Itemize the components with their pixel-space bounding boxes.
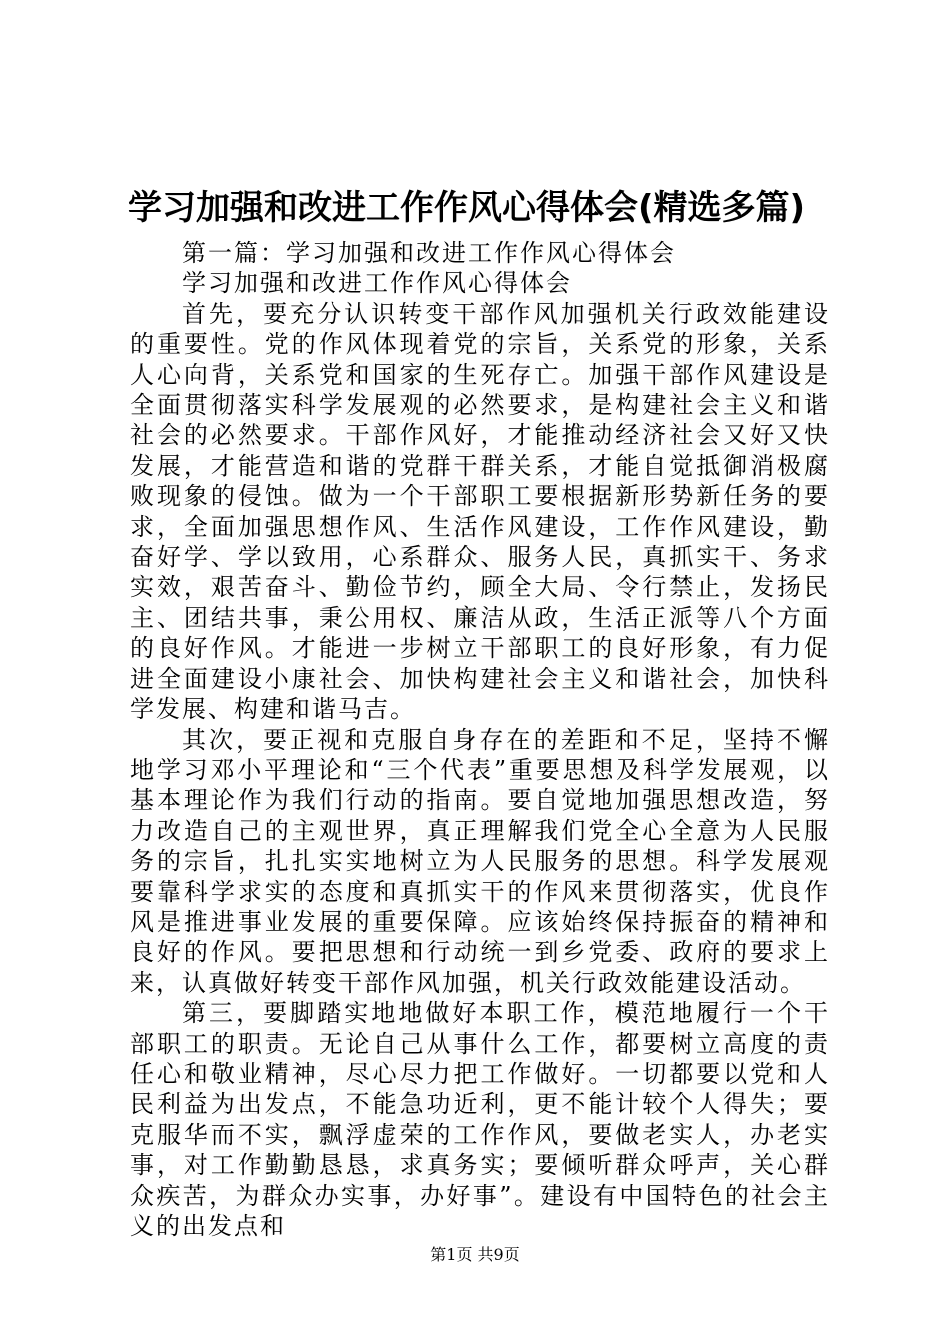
paragraph-second: 其次，要正视和克服自身存在的差距和不足，坚持不懈地学习邓小平理论和“三个代表”重要思想及科学发展观，以基本理论作为我们行动的指南。要自觉地加强思想改造，努力改造自己的主观世界，真正理解我们党全心全意为人民服务的宗旨，扎扎实实地树立为人民服务的思想。科学发展观要靠科学求实的态度和真抓实干的作风来贯彻落实，优良作风是推进事业发展的重要保障。应该始终保持振奋的精神和良好的作风。要把思想和行动统一到乡党委、政府的要求上来，认真做好转变干部作风加强，机关行政效能建设活动。 [130,725,830,997]
article-heading: 学习加强和改进工作作风心得体会 [182,269,572,298]
paragraph-third: 第三，要脚踏实地地做好本职工作，模范地履行一个干部职工的职责。无论自己从事什么工作，都要树立高度的责任心和敬业精神，尽心尽力把工作做好。一切都要以党和人民利益为出发点，不能急功近利，更不能计较个人得失；要克服华而不实，飘浮虚荣的工作作风，要做老实人，办老实事，对工作勤勤恳恳，求真务实；要倾听群众呼声，关心群众疾苦，为群众办实事，办好事”。建设有中国特色的社会主义的出发点和 [130,999,830,1240]
page-footer: 第1页 共9页 [430,1245,520,1264]
document-title: 学习加强和改进工作作风心得体会(精选多篇) [128,188,806,228]
paragraph-first: 首先，要充分认识转变干部作风加强机关行政效能建设的重要性。党的作风体现着党的宗旨，关系党的形象，关系人心向背，关系党和国家的生死存亡。加强干部作风建设是全面贯彻落实科学发展观的必然要求，是构建社会主义和谐社会的必然要求。干部作风好，才能推动经济社会又好又快发展，才能营造和谐的党群干群关系，才能自觉抵御消极腐败现象的侵蚀。做为一个干部职工要根据新形势新任务的要求，全面加强思想作风、生活作风建设，工作作风建设，勤奋好学、学以致用，心系群众、服务人民，真抓实干、务求实效，艰苦奋斗、勤俭节约，顾全大局、令行禁止，发扬民主、团结共事，秉公用权、廉洁从政，生活正派等八个方面的良好作风。才能进一步树立干部职工的良好形象，有力促进全面建设小康社会、加快构建社会主义和谐社会，加快科学发展、构建和谐马吉。 [130,299,830,724]
section-heading: 第一篇：学习加强和改进工作作风心得体会 [182,239,676,267]
document-body [130,238,830,1241]
